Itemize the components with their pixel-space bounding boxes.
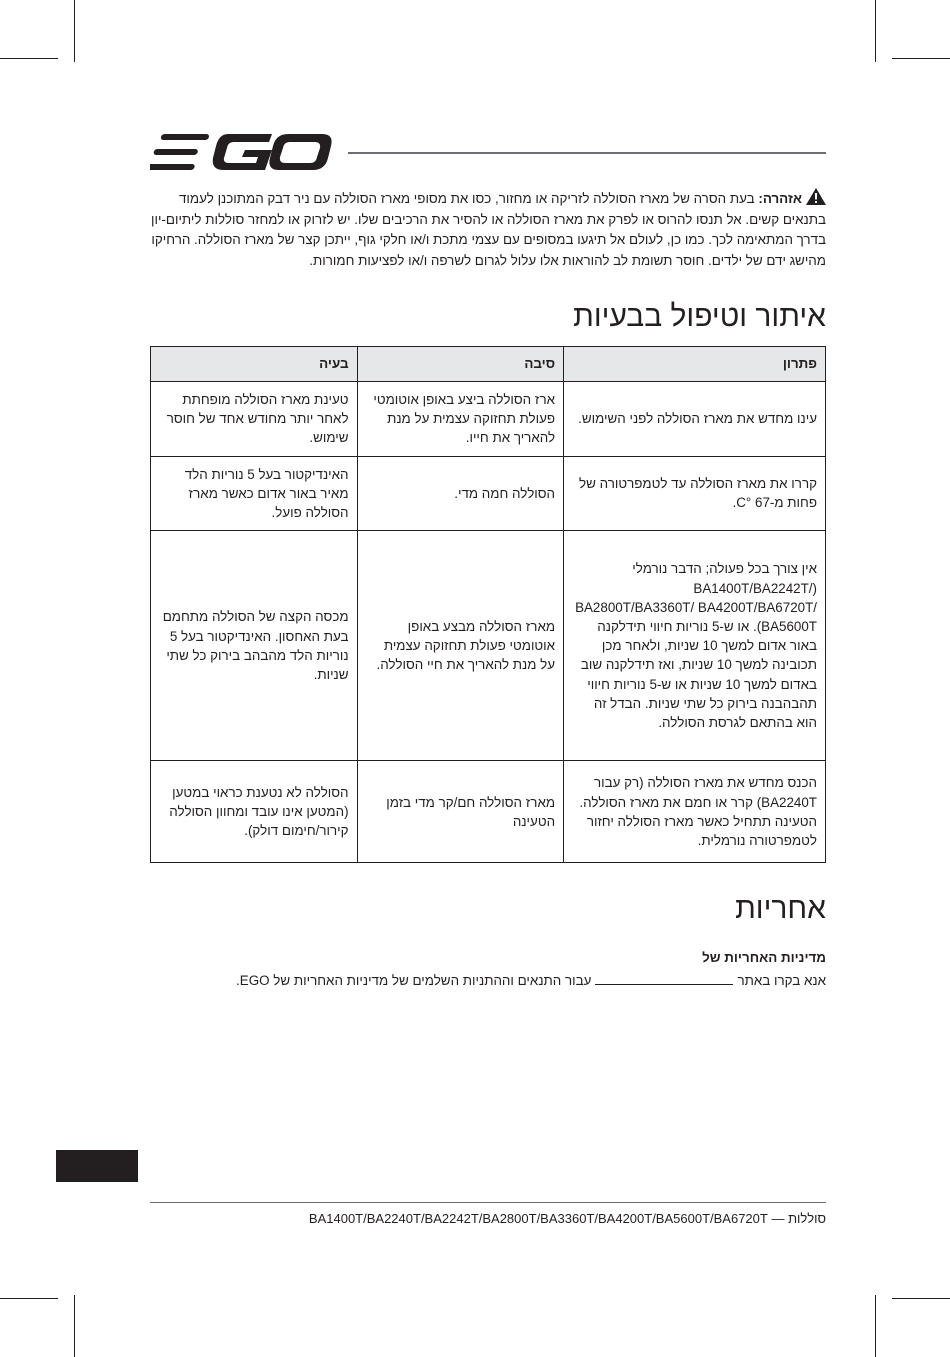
troubleshooting-title: איתור וטיפול בבעיות: [573, 300, 826, 333]
footer-rule: [150, 1202, 826, 1203]
troubleshooting-table: [150, 346, 826, 863]
website-blank-line: [595, 972, 733, 985]
crop-mark: [892, 1298, 950, 1299]
problem-cell: מכסה הקצה של הסוללה מתחמם בעת האחסון. האינדיקטור בעל 5 נוריות הלד מהבהב בירוק כל שתי שניות.: [151, 531, 358, 761]
solution-cell: עינו מחדש את מארז הסוללה לפני השימוש.: [564, 382, 826, 457]
warning-text: בעת הסרה של מארז הסוללה לזריקה או מחזור, כסו את מסופי מארז הסוללה עם ניר דבק המתוכנן לעמוד בתנאים קשים. אל תנסו להרוס או לפרק את מארז הסוללה או להסיר את הרכיבים שלו. יש לזרוק או למחזר סוללות ליתיום-יון בדרך המתאימה לכך. כמו כן, לעולם אל תיגעו במסופים עם עצמי מתכת ו/או חלקי גוף, ייתכן קצר של מארז הסוללה. הרחיקו מהישג ידם של ילדים. חוסר תשומת לב להוראות אלו עלול לגרום לשרפה ו/או לפציעות חמורות.: [151, 191, 826, 268]
table-header-row: [151, 347, 826, 382]
warning-label: אזהרה:: [758, 191, 802, 206]
cause-cell: ארז הסוללה ביצע באופן אוטומטי פעולת תחזוקה עצמית על מנת להאריך את חייו.: [357, 382, 564, 457]
header-rule: [348, 152, 826, 154]
warranty-title: אחריות: [735, 892, 826, 925]
solution-cell: קררו את מארז הסוללה עד לטמפרטורה של פחות מ-C° 67.: [564, 456, 826, 531]
warranty-text-after: עבור התנאים וההתניות השלמים של מדיניות האחריות של EGO.: [236, 973, 592, 988]
page-tab-marker: [56, 1150, 138, 1182]
crop-mark: [0, 58, 58, 59]
header-problem: בעיה: [151, 347, 358, 382]
table-row: [151, 531, 826, 761]
warranty-text: [236, 972, 826, 988]
footer: [309, 1211, 826, 1226]
cause-cell: הסוללה חמה מדי.: [357, 456, 564, 531]
crop-mark: [875, 1295, 876, 1357]
warning-paragraph: [150, 188, 826, 271]
header-cause: סיבה: [357, 347, 564, 382]
problem-cell: האינדיקטור בעל 5 נוריות הלד מאיר באור אדום כאשר מארז הסוללה פועל.: [151, 456, 358, 531]
header-solution: פתרון: [564, 347, 826, 382]
warranty-text-before: אנא בקרו באתר: [737, 973, 826, 988]
solution-cell: הכנס מחדש את מארז הסוללה (רק עבור BA2240T) קרר או חמם את מארז הסוללה. הטעינה תתחיל כאשר מארז הסוללה יחזור לטמפרטורה נורמלית.: [564, 761, 826, 863]
warranty-subtitle: מדיניות האחריות של: [702, 950, 826, 965]
crop-mark: [74, 1295, 75, 1357]
crop-mark: [875, 0, 876, 62]
table-row: [151, 382, 826, 457]
table-row: [151, 761, 826, 863]
crop-mark: [0, 1298, 58, 1299]
warning-triangle-icon: [806, 188, 826, 205]
problem-cell: הסוללה לא נטענת כראוי במטען (המטען אינו עובד ומחוון הסוללה קירור/חימום דולק).: [151, 761, 358, 863]
problem-cell: טעינת מארז הסוללה מופחתת לאחר יותר מחודש אחד של חוסר שימוש.: [151, 382, 358, 457]
crop-mark: [74, 0, 75, 62]
ego-logo: [150, 132, 332, 172]
footer-separator: —: [771, 1211, 785, 1226]
table-row: [151, 456, 826, 531]
cause-cell: מארז הסוללה חם/קר מדי בזמן הטעינה: [357, 761, 564, 863]
solution-cell: אין צורך בכל פעולה; הדבר נורמלי (BA1400T/BA2242T/ BA2800T/BA3360T/ BA4200T/BA6720T/ BA5600T). או ש-5 נוריות חיווי תידלקנה באור אדום למשך 10 שניות, ולאחר מכן תכובינה למשך 10 שניות, ואז תידלקנה שוב באדום למשך 10 שניות או ש-5 נוריות חיווי תהבהבנה בירוק כל שתי שניות. הבדל זה הוא בהתאם לגרסת הסוללה.: [564, 531, 826, 761]
crop-mark: [892, 58, 950, 59]
footer-models: BA1400T/BA2240T/BA2242T/BA2800T/BA3360T/BA4200T/BA5600T/BA6720T: [308, 1211, 768, 1226]
footer-product: סוללות: [788, 1211, 826, 1226]
cause-cell: מארז הסוללה מבצע באופן אוטומטי פעולת תחזוקה עצמית על מנת להאריך את חיי הסוללה.: [357, 531, 564, 761]
